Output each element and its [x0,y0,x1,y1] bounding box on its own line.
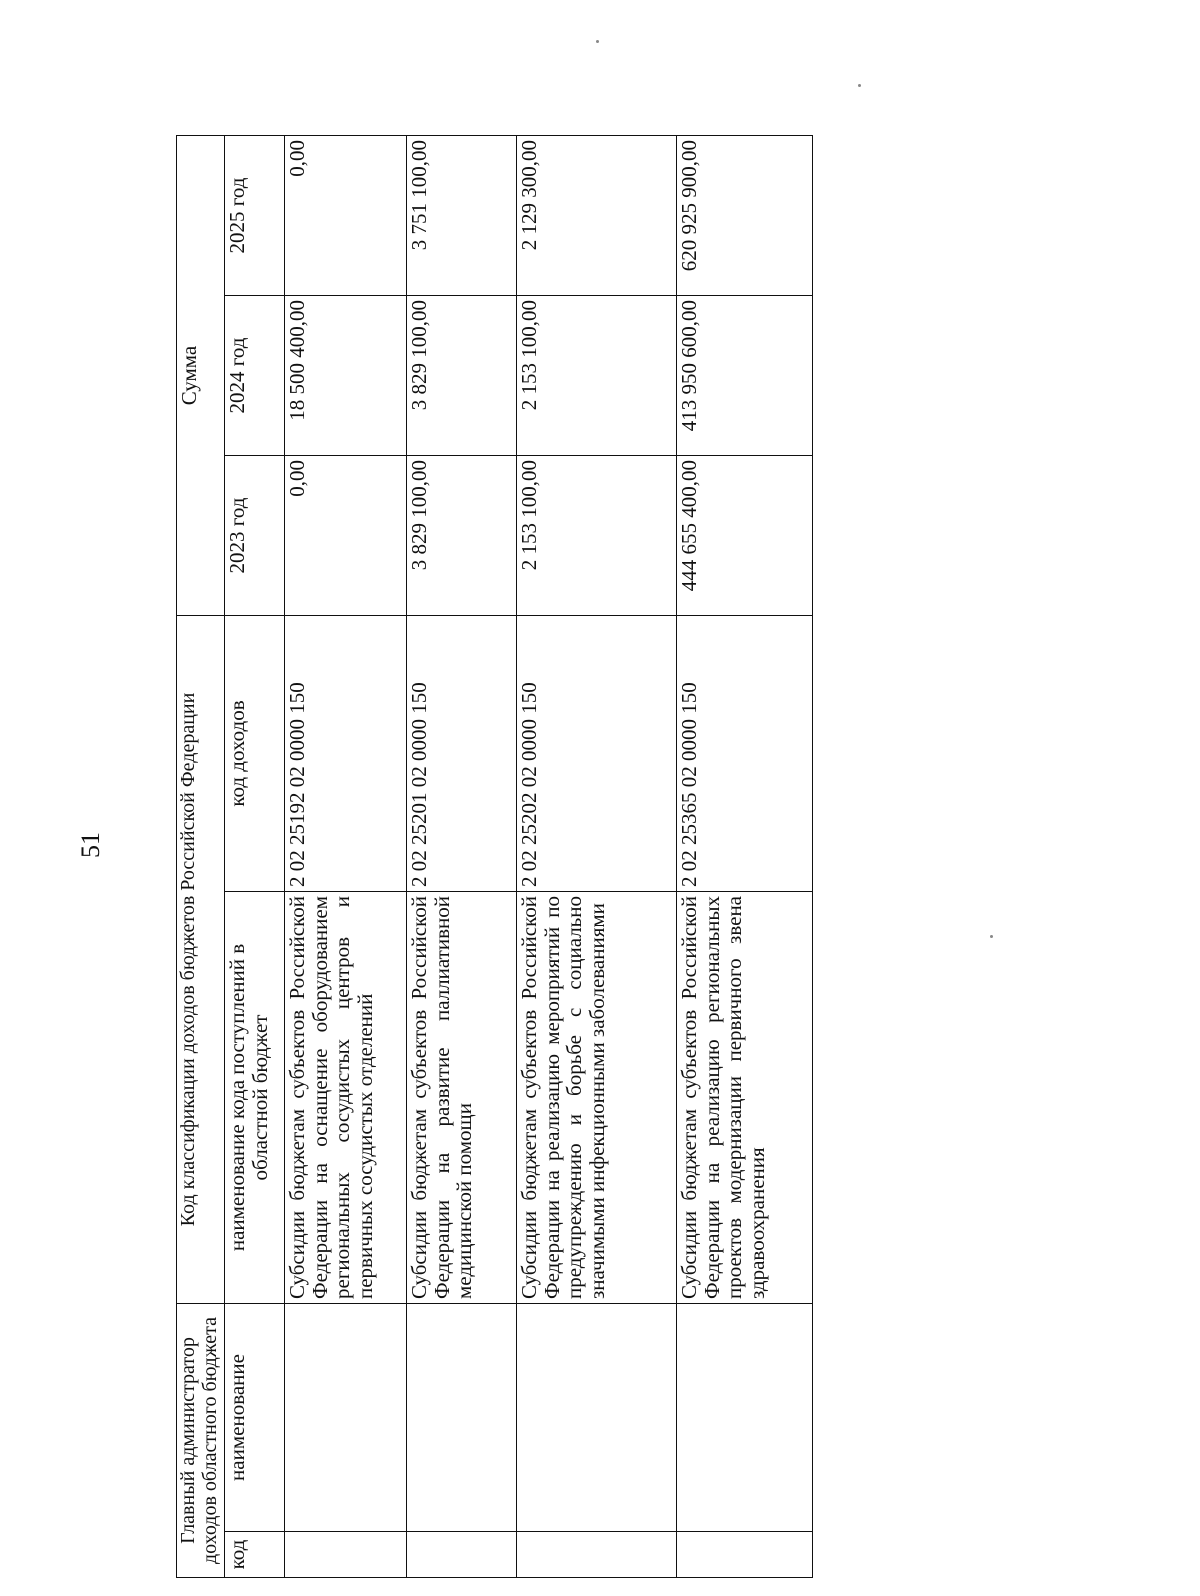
row-income-name-cell: Субсидии бюджетам субъектов Российской Федерации на реализацию региональных проектов модернизации первичного звена здравоохранения [677,892,813,1304]
row-admin-name-cell [517,1304,677,1532]
col-2024-header: 2024 год [225,296,285,456]
row-amount-2023: 2 153 100,00 [517,456,677,616]
row-amount-2024: 2 153 100,00 [517,296,677,456]
row-code-cell [407,1532,517,1578]
row-income-name-cell: Субсидии бюджетам субъектов Российской Федерации на оснащение оборудованием региональных сосудистых центров и первичных сосудистых отделений [285,892,407,1304]
sum-group-header: Сумма [177,135,225,615]
table-row [517,135,677,1577]
row-admin-name-cell [407,1304,517,1532]
col-code-header: код [225,1532,285,1578]
row-code-cell [285,1532,407,1578]
row-amount-2023: 444 655 400,00 [677,456,813,616]
table-row [677,135,813,1577]
row-admin-name-cell [677,1304,813,1532]
row-code-cell [677,1532,813,1578]
table-row [407,135,517,1577]
col-2023-header: 2023 год [225,456,285,616]
row-amount-2025: 0,00 [285,135,407,295]
row-amount-2024: 18 500 400,00 [285,296,407,456]
row-amount-2025: 3 751 100,00 [407,135,517,295]
row-amount-2023: 0,00 [285,456,407,616]
row-income-name-cell: Субсидии бюджетам субъектов Российской Федерации на развитие паллиативной медицинской помощи [407,892,517,1304]
admin-group-header: Главный администратор доходов областного бюджета [177,1304,225,1578]
row-code-cell [517,1532,677,1578]
col-income-name-header: наименование кода поступлений в областной бюджет [225,892,285,1304]
row-amount-2023: 3 829 100,00 [407,456,517,616]
row-income-name-cell: Субсидии бюджетам субъектов Российской Федерации на реализацию мероприятий по предупреждению и борьбе с социально значимыми инфекционными заболеваниями [517,892,677,1304]
row-amount-2025: 2 129 300,00 [517,135,677,295]
col-name-header: наименование [225,1304,285,1532]
budget-income-table [176,135,813,1578]
row-income-code-cell: 2 02 25365 02 0000 150 [677,616,813,892]
row-admin-name-cell [285,1304,407,1532]
row-income-code-cell: 2 02 25201 02 0000 150 [407,616,517,892]
row-amount-2024: 413 950 600,00 [677,296,813,456]
row-income-code-cell: 2 02 25192 02 0000 150 [285,616,407,892]
page-number: 51 [76,832,105,858]
row-amount-2024: 3 829 100,00 [407,296,517,456]
col-income-code-header: код доходов [225,616,285,892]
table-row [285,135,407,1577]
col-2025-header: 2025 год [225,135,285,295]
classification-group-header: Код классификации доходов бюджетов Российской Федерации [177,616,225,1304]
row-amount-2025: 620 925 900,00 [677,135,813,295]
row-income-code-cell: 2 02 25202 02 0000 150 [517,616,677,892]
